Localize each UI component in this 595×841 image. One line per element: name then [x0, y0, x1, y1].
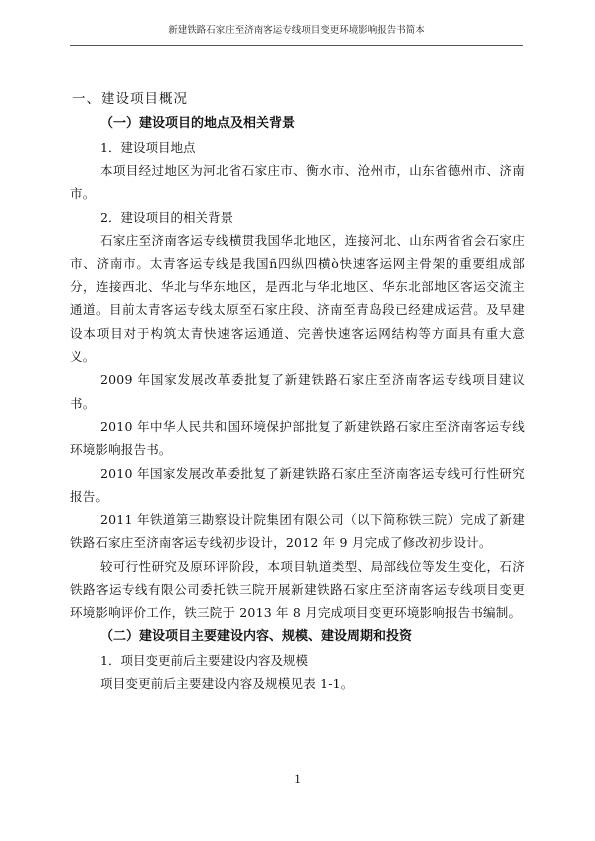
subsection-heading-construction: （二）建设项目主要建设内容、规模、建设周期和投资 — [100, 628, 413, 644]
paragraph-2010-feasibility-approval: 2010 年国家发展改革委批复了新建铁路石家庄至济南客运专线可行性研究报告。 — [70, 465, 525, 504]
paragraph-2011-preliminary-design: 2011 年铁道第三勘察设计院集团有限公司（以下简称铁三院）完成了新建铁路石家庄至济南客运专线初步设计，2012 年 9 月完成了修改初步设计。 — [70, 512, 525, 551]
paragraph-scale-reference: 项目变更前后主要建设内容及规模见表 1-1。 — [100, 675, 354, 691]
item-heading-scale: 1．项目变更前后主要建设内容及规模 — [100, 652, 308, 668]
item-heading-location: 1．建设项目地点 — [100, 140, 196, 155]
paragraph-location: 本项目经过地区为河北省石家庄市、衡水市、沧州市，山东省德州市、济南市。 — [70, 163, 525, 202]
item-heading-background: 2．建设项目的相关背景 — [100, 209, 233, 225]
page-number: 1 — [294, 771, 301, 786]
header-title: 新建铁路石家庄至济南客运专线项目变更环境影响报告书简本 — [168, 25, 425, 36]
section-heading: 一、建设项目概况 — [72, 91, 188, 107]
subsection-heading-location: （一）建设项目的地点及相关背景 — [100, 116, 296, 131]
paragraph-2009-approval: 2009 年国家发展改革委批复了新建铁路石家庄至济南客运专线项目建议书。 — [70, 372, 525, 411]
paragraph-project-change: 较可行性研究及原环评阶段，本项目轨道类型、局部线位等发生变化，石济铁路客运专线有限公司委托铁三院开展新建铁路石家庄至济南客运专线项目变更环境影响评价工作，铁三院于 2013 年 8 月完成项目变更环境影响报告书编制。 — [70, 558, 525, 621]
page-header — [70, 22, 523, 46]
paragraph-background-overview: 石家庄至济南客运专线横贯我国华北地区，连接河北、山东两省省会石家庄市、济南市。太青客运专线是我国ñ四纵四横ò快速客运网主骨架的重要组成部分，连接西北、华北与华东地区，是西北与华北地区、华东北部地区客运交流主通道。目前太青客运专线太原至石家庄段、济南至青岛段已经建成运营。及早建设本项目对于构筑太青快速客运通道、完善快速客运网结构等方面具有重大意义。 — [70, 232, 525, 365]
page-body — [70, 86, 525, 695]
paragraph-2010-eia-approval: 2010 年中华人民共和国环境保护部批复了新建铁路石家庄至济南客运专线环境影响报告书。 — [70, 418, 525, 458]
